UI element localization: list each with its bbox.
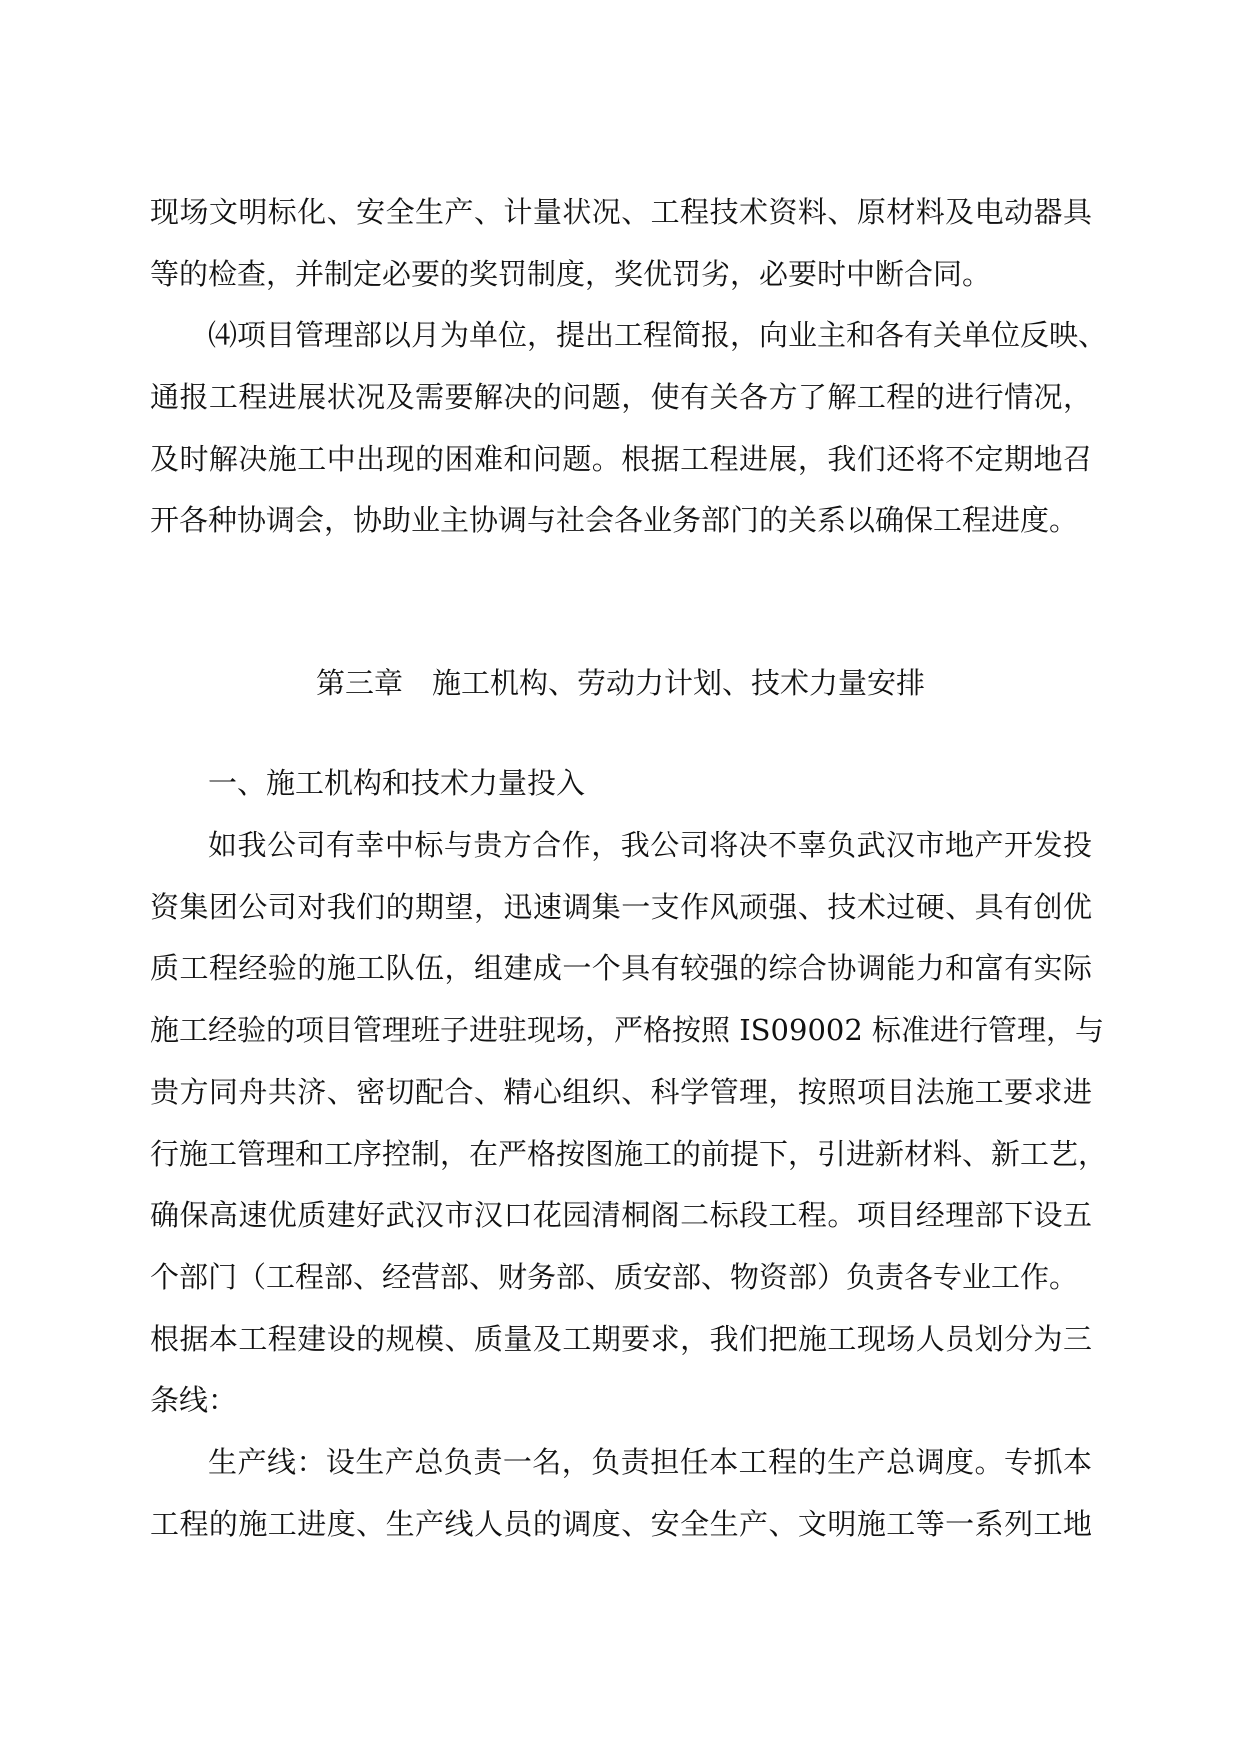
paragraph-line: 生产线：设生产总负责一名，负责担任本工程的生产总调度。专抓本: [208, 1445, 1092, 1479]
chapter-title: 第三章 施工机构、劳动力计划、技术力量安排: [315, 666, 925, 700]
paragraph-line: 施工经验的项目管理班子进驻现场，严格按照 IS09002 标准进行管理，与: [150, 1013, 1105, 1047]
paragraph-line: 资集团公司对我们的期望，迅速调集一支作风顽强、技术过硬、具有创优: [150, 890, 1092, 924]
paragraph-line: 开各种协调会，协助业主协调与社会各业务部门的关系以确保工程进度。: [150, 503, 1079, 537]
paragraph-line: 贵方同舟共济、密切配合、精心组织、科学管理，按照项目法施工要求进: [150, 1075, 1092, 1109]
paragraph-line: 如我公司有幸中标与贵方合作，我公司将决不辜负武汉市地产开发投: [208, 828, 1092, 862]
paragraph-line: 质工程经验的施工队伍，组建成一个具有较强的综合协调能力和富有实际: [150, 951, 1092, 985]
paragraph-line: 工程的施工进度、生产线人员的调度、安全生产、文明施工等一系列工地: [150, 1507, 1092, 1541]
paragraph-line: 通报工程进展状况及需要解决的问题，使有关各方了解工程的进行情况，: [150, 380, 1092, 414]
paragraph-line: 根据本工程建设的规模、质量及工期要求，我们把施工现场人员划分为三: [150, 1322, 1092, 1356]
paragraph-line: 条线：: [150, 1383, 238, 1417]
paragraph-line: 及时解决施工中出现的困难和问题。根据工程进展，我们还将不定期地召: [150, 442, 1092, 476]
paragraph-line: 现场文明标化、安全生产、计量状况、工程技术资料、原材料及电动器具: [150, 195, 1092, 229]
section-heading: 一、施工机构和技术力量投入: [208, 766, 586, 800]
paragraph-line: ⑷项目管理部以月为单位，提出工程简报，向业主和各有关单位反映、: [208, 318, 1108, 352]
paragraph-line: 确保高速优质建好武汉市汉口花园清桐阁二标段工程。项目经理部下设五: [150, 1198, 1092, 1232]
paragraph-line: 个部门（工程部、经营部、财务部、质安部、物资部）负责各专业工作。: [150, 1260, 1079, 1294]
paragraph-line: 等的检查，并制定必要的奖罚制度，奖优罚劣，必要时中断合同。: [150, 257, 992, 291]
paragraph-line: 行施工管理和工序控制，在严格按图施工的前提下，引进新材料、新工艺，: [150, 1137, 1108, 1171]
